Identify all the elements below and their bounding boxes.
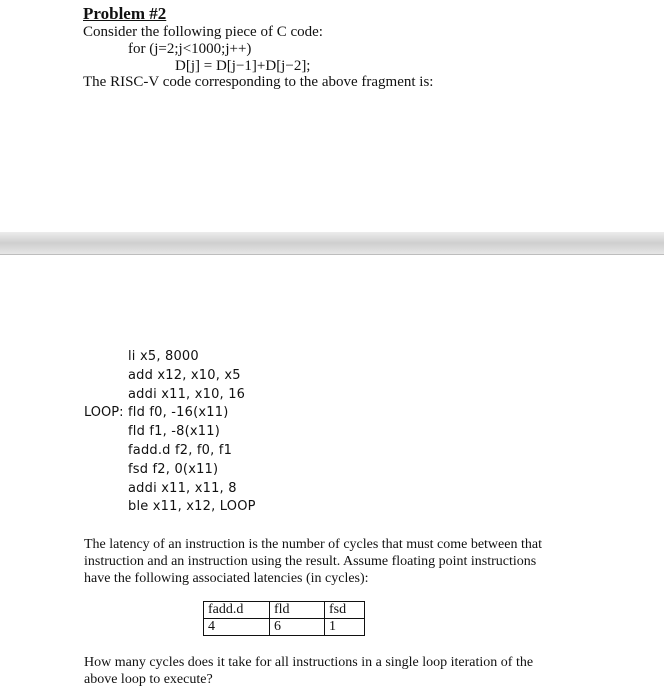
latency-value-cell: 1: [325, 619, 365, 636]
latency-header-cell: fadd.d: [204, 602, 270, 619]
assembly-instruction: add x12, x10, x5: [128, 367, 241, 383]
latency-paragraph: [84, 536, 624, 587]
riscv-intro: The RISC-V code corresponding to the above fragment is:: [83, 74, 434, 90]
assembly-instruction: fld f0, -16(x11): [128, 405, 229, 421]
latency-table: [203, 601, 365, 636]
latency-table-header-row: [204, 602, 365, 619]
latency-paragraph-line: The latency of an instruction is the number of cycles that must come between that: [84, 537, 542, 552]
c-code-line-1: for (j=2;j<1000;j++): [128, 41, 252, 57]
question-line: How many cycles does it take for all instructions in a single loop iteration of the: [84, 655, 534, 670]
latency-paragraph-line: instruction and an instruction using the result. Assume floating point instructions: [84, 554, 537, 569]
assembly-instruction: fadd.d f2, f0, f1: [128, 442, 233, 458]
c-code-line-2: D[j] = D[j−1]+D[j−2];: [175, 58, 311, 74]
latency-value-cell: 6: [270, 619, 325, 636]
latency-paragraph-line: have the following associated latencies (in cycles):: [84, 571, 369, 586]
page-separator: [0, 232, 664, 254]
assembly-instruction: addi x11, x10, 16: [128, 386, 246, 402]
question-line: above loop to execute?: [84, 672, 213, 687]
assembly-instruction: ble x11, x12, LOOP: [128, 499, 256, 515]
assembly-instruction: addi x11, x11, 8: [128, 480, 237, 496]
question-text: [84, 654, 533, 688]
problem-title: Problem #2: [83, 4, 167, 23]
assembly-instruction: li x5, 8000: [128, 349, 199, 364]
latency-value-cell: 4: [204, 619, 270, 636]
latency-header-cell: fld: [270, 602, 325, 619]
latency-header-cell: fsd: [325, 602, 365, 619]
assembly-instruction: fld f1, -8(x11): [128, 424, 221, 440]
problem-intro: Consider the following piece of C code:: [83, 24, 323, 40]
page-separator-line: [0, 254, 664, 255]
latency-table-value-row: [204, 619, 365, 636]
assembly-instruction: fsd f2, 0(x11): [128, 461, 219, 477]
loop-label: LOOP:: [84, 405, 124, 421]
